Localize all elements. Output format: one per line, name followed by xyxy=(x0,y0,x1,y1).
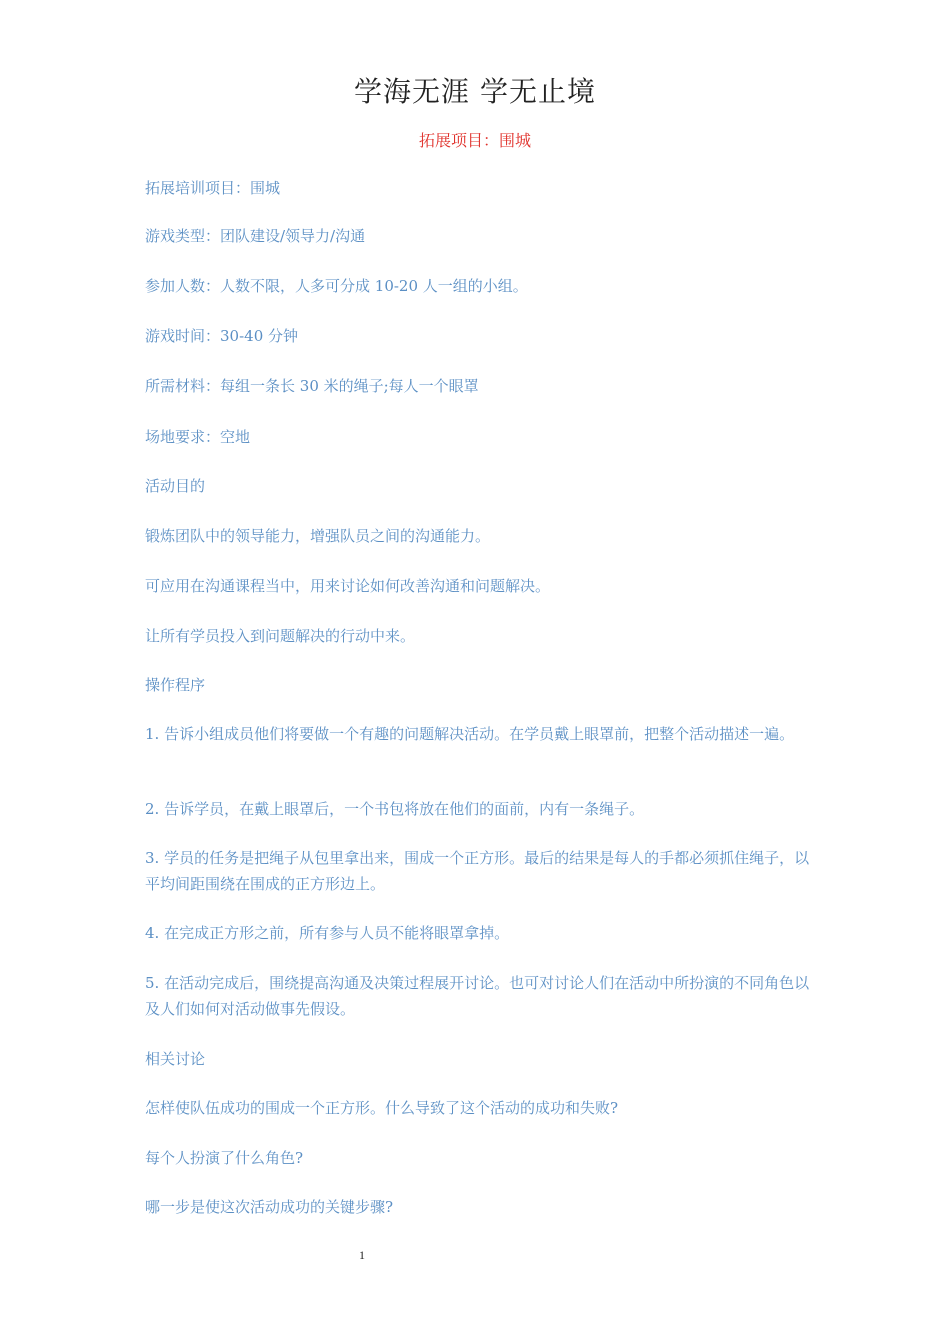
paragraph-duration: 游戏时间：30-40 分钟 xyxy=(145,327,299,345)
paragraph-purpose-3: 让所有学员投入到问题解决的行动中来。 xyxy=(145,627,416,645)
paragraph-participants: 参加人数：人数不限，人多可分成 10-20 人一组的小组。 xyxy=(145,277,528,295)
paragraph-purpose-2: 可应用在沟通课程当中，用来讨论如何改善沟通和问题解决。 xyxy=(145,577,551,595)
paragraph-venue: 场地要求：空地 xyxy=(145,428,251,446)
heading-procedure: 操作程序 xyxy=(145,676,206,694)
paragraph-question-3: 哪一步是使这次活动成功的关键步骤? xyxy=(145,1198,394,1216)
paragraph-step-4: 4. 在完成正方形之前，所有参与人员不能将眼罩拿掉。 xyxy=(145,924,510,942)
paragraph-question-2: 每个人扮演了什么角色? xyxy=(145,1149,304,1167)
paragraph-project: 拓展培训项目：围城 xyxy=(145,179,281,197)
paragraph-question-1: 怎样使队伍成功的围成一个正方形。什么导致了这个活动的成功和失败? xyxy=(145,1099,619,1117)
paragraph-step-1: 1. 告诉小组成员他们将要做一个有趣的问题解决活动。在学员戴上眼罩前，把整个活动描述一遍。 xyxy=(145,725,795,743)
paragraph-step-2: 2. 告诉学员，在戴上眼罩后，一个书包将放在他们的面前，内有一条绳子。 xyxy=(145,800,645,818)
paragraph-step-5: 5. 在活动完成后，围绕提高沟通及决策过程展开讨论。也可对讨论人们在活动中所扮演的不同角色以及人们如何对活动做事先假设。 xyxy=(145,974,810,1018)
heading-purpose: 活动目的 xyxy=(145,477,206,495)
document-title: 学海无涯 学无止境 xyxy=(354,75,596,108)
page-number: 1 xyxy=(359,1248,365,1262)
document-subtitle: 拓展项目：围城 xyxy=(418,131,531,150)
paragraph-purpose-1: 锻炼团队中的领导能力，增强队员之间的沟通能力。 xyxy=(145,527,491,545)
heading-discussion: 相关讨论 xyxy=(145,1050,206,1068)
paragraph-step-3: 3. 学员的任务是把绳子从包里拿出来，围成一个正方形。最后的结果是每人的手都必须抓住绳子，以平均间距围绕在围成的正方形边上。 xyxy=(145,849,810,893)
paragraph-game-type: 游戏类型：团队建设/领导力/沟通 xyxy=(145,227,366,245)
paragraph-materials: 所需材料：每组一条长 30 米的绳子;每人一个眼罩 xyxy=(145,377,479,395)
